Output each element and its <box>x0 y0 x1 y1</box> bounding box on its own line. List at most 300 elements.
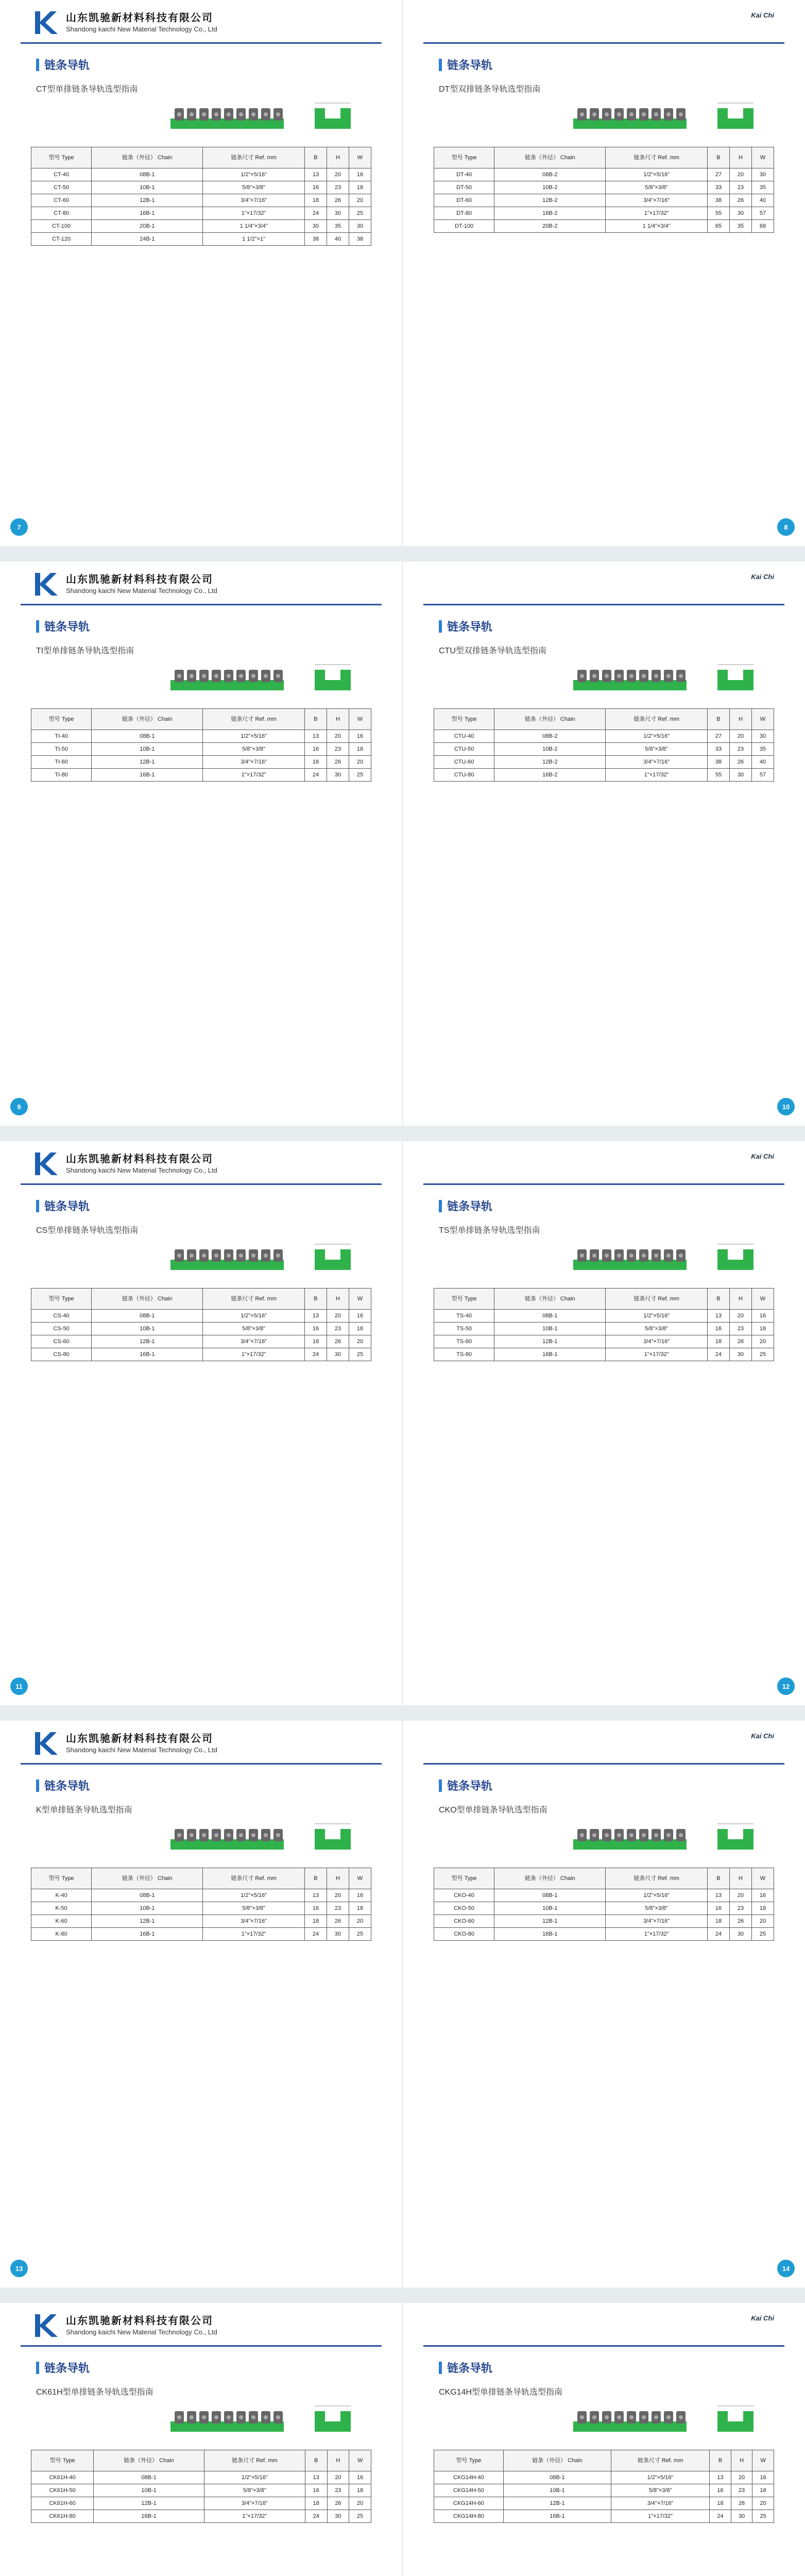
table-cell: 20 <box>349 1335 371 1348</box>
product-image <box>568 98 692 134</box>
spreads.3.pages.0-table <box>31 1868 371 1941</box>
table-cell: CKG14H-50 <box>434 2484 504 2497</box>
table-row <box>31 1335 371 1348</box>
table-cell: 40 <box>327 233 349 246</box>
company-name <box>66 571 217 595</box>
table-row <box>434 168 774 181</box>
table-header: 链条尺寸 Ref. mm <box>606 147 708 168</box>
table-cell: CKO-80 <box>434 1928 494 1941</box>
table-cell: CTU-60 <box>434 756 494 769</box>
table-cell: CS-50 <box>31 1323 92 1335</box>
table-cell: 30 <box>304 220 327 233</box>
section-title: 链条导轨 <box>44 1200 90 1213</box>
table-cell: 25 <box>349 1928 371 1941</box>
table-row <box>434 2484 774 2497</box>
table-cell: 16B-1 <box>92 769 203 782</box>
table-cell: 1/2"×5/16" <box>203 1889 305 1902</box>
table-cell: K-40 <box>31 1889 92 1902</box>
table-cell: 20 <box>729 168 751 181</box>
header-rule <box>423 1183 784 1185</box>
table-cell: 18 <box>707 1335 729 1348</box>
guide-subtitle: TS型单排链条导轨选型指南 <box>439 1226 540 1235</box>
table-row <box>31 1310 371 1323</box>
table-header: 链条（外径） Chain <box>494 147 606 168</box>
table-header: H <box>729 1289 751 1310</box>
section-bar <box>36 1200 39 1212</box>
table-header: W <box>349 1289 371 1310</box>
table-cell: TI-80 <box>31 769 92 782</box>
table-cell: 5/8"×3/8" <box>203 1902 305 1915</box>
table-cell: 5/8"×3/8" <box>606 1902 708 1915</box>
company-logo <box>30 2310 61 2341</box>
spec-table-wrap <box>31 1288 371 1361</box>
table-cell: 1 1/2"×1" <box>203 233 305 246</box>
table-cell: 1/2"×5/16" <box>606 1310 708 1323</box>
table-header: 型号 Type <box>434 1868 494 1889</box>
table-row <box>434 743 774 756</box>
table-cell: DT-100 <box>434 220 494 233</box>
company-name <box>66 2312 217 2336</box>
spec-table-wrap <box>434 147 774 233</box>
table-header: W <box>349 709 371 730</box>
table-cell: 18 <box>305 2497 327 2510</box>
table-cell: 20 <box>729 730 751 743</box>
table-header: 链条（外径） Chain <box>494 709 606 730</box>
profile-drawing <box>310 659 356 696</box>
table-cell: 30 <box>349 220 371 233</box>
table-header: B <box>304 147 327 168</box>
table-cell: 16 <box>710 2484 731 2497</box>
table-cell: 10B-1 <box>92 1323 203 1335</box>
spreads.2.pages.0-table <box>31 1288 371 1361</box>
table-row <box>31 1348 371 1361</box>
table-cell: 23 <box>729 1902 751 1915</box>
section-title: 链条导轨 <box>447 1780 493 1792</box>
table-cell: CTU-50 <box>434 743 494 756</box>
page-number: 9 <box>10 1098 28 1115</box>
table-cell: 1/2"×5/16" <box>606 1889 708 1902</box>
table-cell: CK61H-80 <box>31 2510 94 2523</box>
section-bar <box>36 2362 39 2374</box>
table-cell: 35 <box>729 220 751 233</box>
table-cell: 16 <box>304 1323 327 1335</box>
table-cell: 16 <box>304 1902 327 1915</box>
table-header: 型号 Type <box>434 147 494 168</box>
table-cell: 57 <box>751 769 774 782</box>
spec-table-wrap <box>434 1868 774 1941</box>
table-cell: 1/2"×5/16" <box>203 730 305 743</box>
header-rule <box>21 604 382 605</box>
table-cell: TS-50 <box>434 1323 494 1335</box>
table-cell: CTU-40 <box>434 730 494 743</box>
page-number: 13 <box>10 2260 28 2277</box>
table-row <box>434 1915 774 1928</box>
table-row <box>434 194 774 207</box>
table-cell: 24 <box>707 1928 729 1941</box>
section-heading <box>36 1777 90 1793</box>
table-cell: CT-100 <box>31 220 92 233</box>
table-cell: 10B-1 <box>494 1323 606 1335</box>
spreads.1.pages.0-table <box>31 708 371 782</box>
table-header: 型号 Type <box>31 1868 92 1889</box>
table-cell: CKG14H-80 <box>434 2510 504 2523</box>
table-header: 型号 Type <box>31 2450 94 2471</box>
product-image <box>165 659 289 696</box>
table-cell: 3/4"×7/16" <box>203 1915 305 1928</box>
table-cell: 3/4"×7/16" <box>606 756 708 769</box>
table-cell: 20 <box>327 1889 349 1902</box>
table-row <box>31 1323 371 1335</box>
header-rule <box>423 42 784 44</box>
table-cell: 35 <box>751 743 774 756</box>
table-cell: CS-40 <box>31 1310 92 1323</box>
table-cell: 12B-2 <box>494 194 606 207</box>
table-row <box>31 233 371 246</box>
table-cell: 5/8"×3/8" <box>203 1323 305 1335</box>
brand-text: Kai Chi <box>751 573 774 581</box>
table-cell: 16 <box>349 1310 371 1323</box>
table-cell: 08B-1 <box>92 1310 203 1323</box>
guide-subtitle: CT型单排链条导轨选型指南 <box>36 85 138 94</box>
catalog-page <box>403 2303 805 2576</box>
table-cell: CKO-50 <box>434 1902 494 1915</box>
table-row <box>31 1902 371 1915</box>
table-cell: 26 <box>327 2497 349 2510</box>
table-cell: TS-80 <box>434 1348 494 1361</box>
table-row <box>434 1348 774 1361</box>
table-cell: 1"×17/32" <box>203 1928 305 1941</box>
table-cell: 3/4"×7/16" <box>606 1335 708 1348</box>
table-cell: 30 <box>327 1928 349 1941</box>
table-cell: 30 <box>729 769 751 782</box>
table-row <box>31 756 371 769</box>
table-cell: 24B-1 <box>92 233 203 246</box>
table-cell: 30 <box>327 207 349 220</box>
table-header: B <box>304 1868 327 1889</box>
table-cell: 12B-1 <box>494 1915 606 1928</box>
table-cell: 23 <box>327 1323 349 1335</box>
table-cell: 16 <box>707 1323 729 1335</box>
table-cell: 38 <box>304 233 327 246</box>
table-cell: TI-60 <box>31 756 92 769</box>
profile-drawing <box>712 659 759 696</box>
table-cell: 23 <box>729 743 751 756</box>
table-header: H <box>729 147 751 168</box>
table-cell: 40 <box>751 756 774 769</box>
table-cell: 13 <box>304 1889 327 1902</box>
table-cell: 18 <box>349 743 371 756</box>
table-cell: 55 <box>707 207 729 220</box>
section-bar <box>36 1780 39 1792</box>
table-header: 型号 Type <box>31 147 92 168</box>
table-cell: 55 <box>707 769 729 782</box>
page-number: 14 <box>777 2260 795 2277</box>
table-cell: 08B-1 <box>92 730 203 743</box>
table-cell: 13 <box>707 1310 729 1323</box>
table-cell: 23 <box>729 1323 751 1335</box>
table-cell: TS-40 <box>434 1310 494 1323</box>
header-rule <box>21 1183 382 1185</box>
catalog-page <box>0 562 402 1126</box>
table-cell: 5/8"×3/8" <box>204 2484 305 2497</box>
company-logo <box>30 1148 61 1179</box>
table-cell: 18 <box>349 2484 371 2497</box>
company-logo <box>30 7 61 38</box>
catalog-page <box>0 1721 402 2287</box>
table-row <box>434 2510 774 2523</box>
table-cell: 20 <box>349 194 371 207</box>
table-cell: 25 <box>752 2510 774 2523</box>
table-cell: CS-60 <box>31 1335 92 1348</box>
table-header: 链条（外径） Chain <box>503 2450 611 2471</box>
table-header: 链条尺寸 Ref. mm <box>204 2450 305 2471</box>
section-title: 链条导轨 <box>44 2362 90 2375</box>
table-cell: 1 1/4"×3/4" <box>606 220 708 233</box>
table-cell: CKO-40 <box>434 1889 494 1902</box>
table-cell: 20 <box>349 2497 371 2510</box>
spreads.0.pages.0-table <box>31 147 371 246</box>
table-cell: 08B-1 <box>92 1889 203 1902</box>
table-cell: 25 <box>349 207 371 220</box>
table-cell: 10B-1 <box>94 2484 204 2497</box>
profile-drawing <box>310 1819 356 1855</box>
table-cell: 18 <box>751 1902 774 1915</box>
table-cell: 38 <box>349 233 371 246</box>
table-cell: 26 <box>729 194 751 207</box>
guide-subtitle: CS型单排链条导轨选型指南 <box>36 1226 139 1235</box>
table-cell: CT-80 <box>31 207 92 220</box>
brand-text: Kai Chi <box>751 11 774 19</box>
table-header: B <box>305 2450 327 2471</box>
spec-table-wrap <box>31 1868 371 1941</box>
table-header: B <box>710 2450 731 2471</box>
brand-text: Kai Chi <box>751 1153 774 1160</box>
table-cell: DT-80 <box>434 207 494 220</box>
company-name-en: Shandong kaichi New Material Technology Co., Ltd <box>66 1166 217 1174</box>
table-cell: 5/8"×3/8" <box>606 743 708 756</box>
table-cell: 65 <box>707 220 729 233</box>
table-row <box>434 756 774 769</box>
table-cell: 23 <box>327 181 349 194</box>
table-cell: 30 <box>327 769 349 782</box>
section-heading <box>36 618 90 634</box>
table-cell: 26 <box>731 2497 752 2510</box>
section-title: 链条导轨 <box>447 59 493 72</box>
table-cell: 24 <box>707 1348 729 1361</box>
table-cell: 13 <box>710 2471 731 2484</box>
table-row <box>31 769 371 782</box>
table-cell: 20 <box>327 1310 349 1323</box>
table-row <box>31 2497 371 2510</box>
table-header: B <box>707 1289 729 1310</box>
table-cell: 23 <box>731 2484 752 2497</box>
table-cell: 16B-1 <box>92 1348 203 1361</box>
table-cell: 16B-1 <box>494 1348 606 1361</box>
table-row <box>434 1902 774 1915</box>
section-bar <box>439 59 442 71</box>
table-cell: CT-60 <box>31 194 92 207</box>
table-header: H <box>729 709 751 730</box>
spreads.2.pages.1-table <box>434 1288 774 1361</box>
table-row <box>434 2497 774 2510</box>
table-cell: 16B-1 <box>92 207 203 220</box>
table-cell: 26 <box>729 1915 751 1928</box>
table-cell: 23 <box>327 2484 349 2497</box>
table-cell: 20 <box>751 1915 774 1928</box>
table-cell: 24 <box>304 1928 327 1941</box>
table-cell: 40 <box>751 194 774 207</box>
table-cell: 16 <box>349 2471 371 2484</box>
table-cell: DT-50 <box>434 181 494 194</box>
catalog-spread <box>0 1141 805 1705</box>
section-bar <box>36 620 39 633</box>
table-cell: TS-60 <box>434 1335 494 1348</box>
table-header: H <box>729 1868 751 1889</box>
product-image <box>568 1239 692 1275</box>
table-cell: K-80 <box>31 1928 92 1941</box>
section-title: 链条导轨 <box>44 620 90 633</box>
table-cell: 30 <box>327 1348 349 1361</box>
profile-drawing <box>310 98 356 134</box>
section-title: 链条导轨 <box>44 59 90 72</box>
table-header: 链条（外径） Chain <box>92 1289 203 1310</box>
section-heading <box>439 618 492 634</box>
catalog-page <box>403 562 805 1126</box>
table-cell: 16B-1 <box>494 1928 606 1941</box>
table-cell: 3/4"×7/16" <box>204 2497 305 2510</box>
table-cell: 5/8"×3/8" <box>606 1323 708 1335</box>
table-row <box>434 2471 774 2484</box>
section-heading <box>439 1777 492 1793</box>
catalog-spread <box>0 1721 805 2287</box>
section-title: 链条导轨 <box>447 620 493 633</box>
table-cell: 16 <box>349 168 371 181</box>
table-cell: 24 <box>305 2510 327 2523</box>
product-image <box>568 1819 692 1855</box>
table-cell: 30 <box>729 1348 751 1361</box>
table-header: 链条（外径） Chain <box>92 709 203 730</box>
company-name-cn: 山东凯驰新材料科技有限公司 <box>66 12 213 24</box>
table-cell: 13 <box>305 2471 327 2484</box>
table-cell: 27 <box>707 168 729 181</box>
table-header: W <box>349 1868 371 1889</box>
table-cell: 20 <box>327 168 349 181</box>
table-cell: 08B-1 <box>94 2471 204 2484</box>
table-row <box>434 1323 774 1335</box>
table-header: B <box>304 1289 327 1310</box>
table-cell: 3/4"×7/16" <box>203 756 305 769</box>
spreads.4.pages.1-table <box>434 2450 774 2523</box>
catalog-spread <box>0 2303 805 2576</box>
table-cell: 38 <box>707 756 729 769</box>
table-cell: 08B-2 <box>494 168 606 181</box>
table-cell: 16 <box>751 1310 774 1323</box>
section-title: 链条导轨 <box>44 1780 90 1792</box>
table-cell: 5/8"×3/8" <box>203 743 305 756</box>
table-cell: 33 <box>707 743 729 756</box>
company-name <box>66 1150 217 1174</box>
table-cell: 1/2"×5/16" <box>203 1310 305 1323</box>
table-cell: CS-80 <box>31 1348 92 1361</box>
table-cell: CT-50 <box>31 181 92 194</box>
section-bar <box>439 1780 442 1792</box>
table-cell: 20B-2 <box>494 220 606 233</box>
table-cell: 3/4"×7/16" <box>203 1335 305 1348</box>
table-header: H <box>327 1289 349 1310</box>
table-cell: 1"×17/32" <box>204 2510 305 2523</box>
table-cell: 5/8"×3/8" <box>606 181 708 194</box>
table-header: 链条（外径） Chain <box>92 1868 203 1889</box>
table-cell: 30 <box>731 2510 752 2523</box>
table-cell: 1/2"×5/16" <box>204 2471 305 2484</box>
table-cell: 26 <box>729 756 751 769</box>
table-row <box>31 207 371 220</box>
table-cell: 20 <box>752 2497 774 2510</box>
table-row <box>31 1915 371 1928</box>
table-header: H <box>327 147 349 168</box>
table-cell: 24 <box>304 1348 327 1361</box>
header-rule <box>21 42 382 44</box>
guide-subtitle: TI型单排链条导轨选型指南 <box>36 647 134 655</box>
table-header: 链条（外径） Chain <box>494 1289 606 1310</box>
table-cell: 12B-2 <box>494 756 606 769</box>
table-cell: 16 <box>304 743 327 756</box>
table-header: 链条尺寸 Ref. mm <box>203 1868 305 1889</box>
table-row <box>31 1928 371 1941</box>
brand-text: Kai Chi <box>751 1732 774 1740</box>
table-cell: 16 <box>752 2471 774 2484</box>
table-cell: 1"×17/32" <box>606 1348 708 1361</box>
table-cell: 16 <box>305 2484 327 2497</box>
table-cell: 08B-1 <box>494 1889 606 1902</box>
table-cell: 10B-1 <box>92 1902 203 1915</box>
table-header: 型号 Type <box>434 709 494 730</box>
table-row <box>434 1335 774 1348</box>
table-cell: DT-60 <box>434 194 494 207</box>
table-header: H <box>731 2450 752 2471</box>
table-cell: 13 <box>707 1889 729 1902</box>
catalog-page <box>0 0 402 546</box>
section-heading <box>439 57 492 73</box>
catalog-page <box>0 1141 402 1705</box>
section-bar <box>439 620 442 633</box>
table-header: 链条尺寸 Ref. mm <box>203 147 305 168</box>
section-heading <box>36 2360 90 2376</box>
guide-subtitle: CK61H型单排链条导轨选型指南 <box>36 2388 153 2397</box>
profile-drawing <box>712 98 759 134</box>
spec-table-wrap <box>31 2450 371 2523</box>
table-cell: 16 <box>304 181 327 194</box>
table-row <box>31 181 371 194</box>
table-cell: 68 <box>751 220 774 233</box>
table-cell: 18 <box>707 1915 729 1928</box>
table-cell: 1"×17/32" <box>606 1928 708 1941</box>
table-cell: 16 <box>349 1889 371 1902</box>
table-header: 型号 Type <box>434 2450 504 2471</box>
table-header: 链条（外径） Chain <box>94 2450 204 2471</box>
table-cell: 20 <box>327 730 349 743</box>
table-cell: 24 <box>304 207 327 220</box>
catalog-page <box>403 1141 805 1705</box>
table-cell: CK61H-50 <box>31 2484 94 2497</box>
page-number: 11 <box>10 1677 28 1695</box>
catalog-page <box>403 1721 805 2287</box>
table-cell: 18 <box>304 194 327 207</box>
table-cell: 13 <box>304 730 327 743</box>
table-cell: 13 <box>304 1310 327 1323</box>
page-number: 10 <box>777 1098 795 1115</box>
table-cell: K-50 <box>31 1902 92 1915</box>
